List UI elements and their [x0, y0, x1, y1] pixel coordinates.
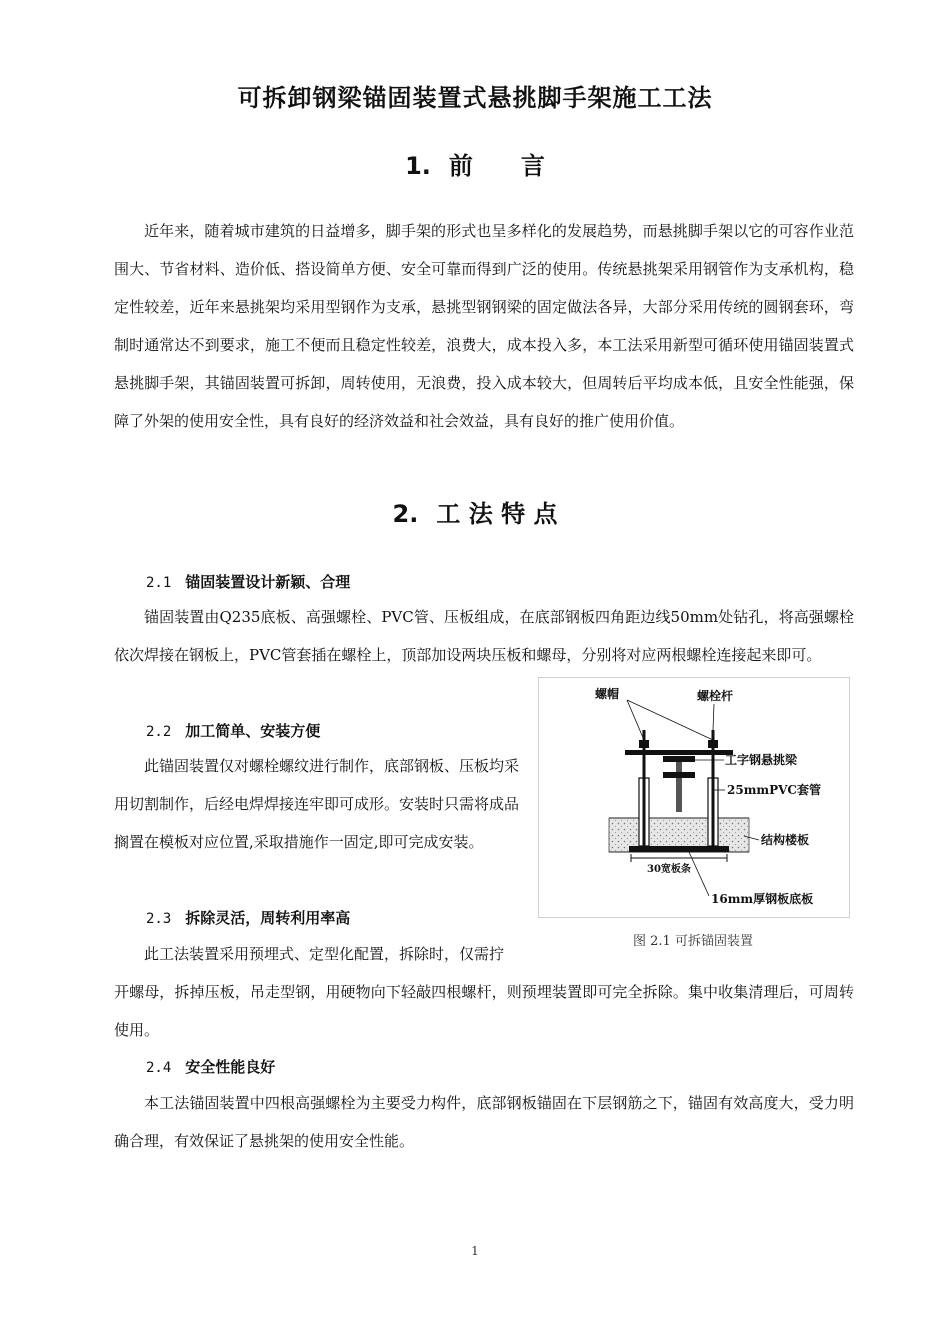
subsection-2-4-title: 安全性能良好	[185, 1058, 276, 1076]
subsection-2-3-number: 2.3	[146, 911, 172, 927]
section-2-heading	[0, 494, 950, 529]
subsection-2-4-number: 2.4	[146, 1060, 172, 1076]
subsection-2-2-title: 加工简单、安装方便	[185, 722, 321, 740]
subsection-2-4-text: 本工法锚固装置中四根高强螺栓为主要受力构件，底部钢板锚固在下层钢筋之下，锚固有效高度大，受力明确合理，有效保证了悬挑架的使用安全性能。	[114, 1094, 854, 1150]
subsection-2-3-heading	[146, 907, 350, 928]
nut-right	[708, 740, 718, 748]
label-bolt: 螺栓杆	[697, 689, 734, 703]
subsection-2-1-title: 锚固装置设计新颖、合理	[185, 573, 351, 591]
subsection-2-4-heading	[146, 1056, 275, 1077]
subsection-2-3-text-rest: 开螺母，拆掉压板，吊走型钢，用硬物向下轻敲四根螺杆，则预埋装置即可完全拆除。集中收集清理后，可周转使用。	[114, 983, 854, 1039]
label-strip: 30宽板条	[647, 864, 691, 875]
label-nut: 螺帽	[595, 687, 620, 701]
subsection-2-2-heading	[146, 720, 320, 741]
anchor-device-figure	[538, 677, 850, 918]
page-number: 1	[471, 1244, 479, 1258]
label-beam: 工字钢悬挑梁	[725, 753, 798, 767]
section-1-paragraph: 近年来，随着城市建筑的日益增多，脚手架的形式也呈多样化的发展趋势，而悬挑脚手架以它的可容作业范围大、节省材料、造价低、搭设简单方便、安全可靠而得到广泛的使用。传统悬挑架采用钢管作为支承机构，稳定性较差，近年来悬挑架均采用型钢作为支承，悬挑型钢钢梁的固定做法各异，大部分采用传统的圆钢套环，弯制时通常达不到要求，施工不便而且稳定性较差，浪费大，成本投入多，本工法采用新型可循环使用锚固装置式悬挑脚手架，其锚固装置可拆卸，周转使用，无浪费，投入成本较大，但周转后平均成本低，且安全性能强，保障了外架的使用安全性，具有良好的经济效益和社会效益，具有良好的推广使用价值。	[114, 222, 854, 430]
i-beam-top-flange	[663, 756, 695, 762]
label-pvc: 25mmPVC套管	[727, 783, 821, 797]
i-beam-bottom-flange	[663, 772, 695, 778]
subsection-2-2-text: 此锚固装置仅对螺栓螺纹进行制作，底部钢板、压板均采用切割制作，后经电焊焊接连牢即可成形。安装时只需将成品搁置在模板对应位置,采取措施作一固定,即可完成安装。	[114, 757, 520, 851]
nut-left	[639, 740, 649, 748]
label-base: 16mm厚钢板底板	[711, 892, 814, 906]
subsection-2-3-text-first: 此工法装置采用预埋式、定型化配置，拆除时，仅需拧	[144, 945, 505, 963]
subsection-2-3-title: 拆除灵活，周转利用率高	[185, 909, 351, 927]
figure-caption: 图 2.1 可拆锚固装置	[633, 934, 753, 949]
section-2-title: 工 法 特 点	[436, 500, 558, 528]
section-1-number: 1.	[405, 152, 431, 180]
subsection-2-1-text: 锚固装置由Q235底板、高强螺栓、PVC管、压板组成，在底部钢板四角距边线50mm处钻孔，将高强螺栓依次焊接在钢板上，PVC管套插在螺栓上，顶部加设两块压板和螺母，分别将对应两根螺栓连接起来即可。	[114, 608, 854, 664]
section-1-heading	[0, 146, 950, 181]
subsection-2-2-number: 2.2	[146, 724, 172, 740]
subsection-2-1-heading	[146, 571, 350, 592]
label-slab: 结构楼板	[761, 833, 810, 847]
section-2-number: 2.	[392, 500, 419, 528]
document-title: 可拆卸钢梁锚固装置式悬挑脚手架施工工法	[237, 84, 713, 112]
section-1-title: 前 言	[448, 152, 545, 180]
pressure-plate	[625, 750, 733, 755]
anchor-device-diagram	[539, 678, 849, 917]
subsection-2-1-number: 2.1	[146, 575, 172, 591]
